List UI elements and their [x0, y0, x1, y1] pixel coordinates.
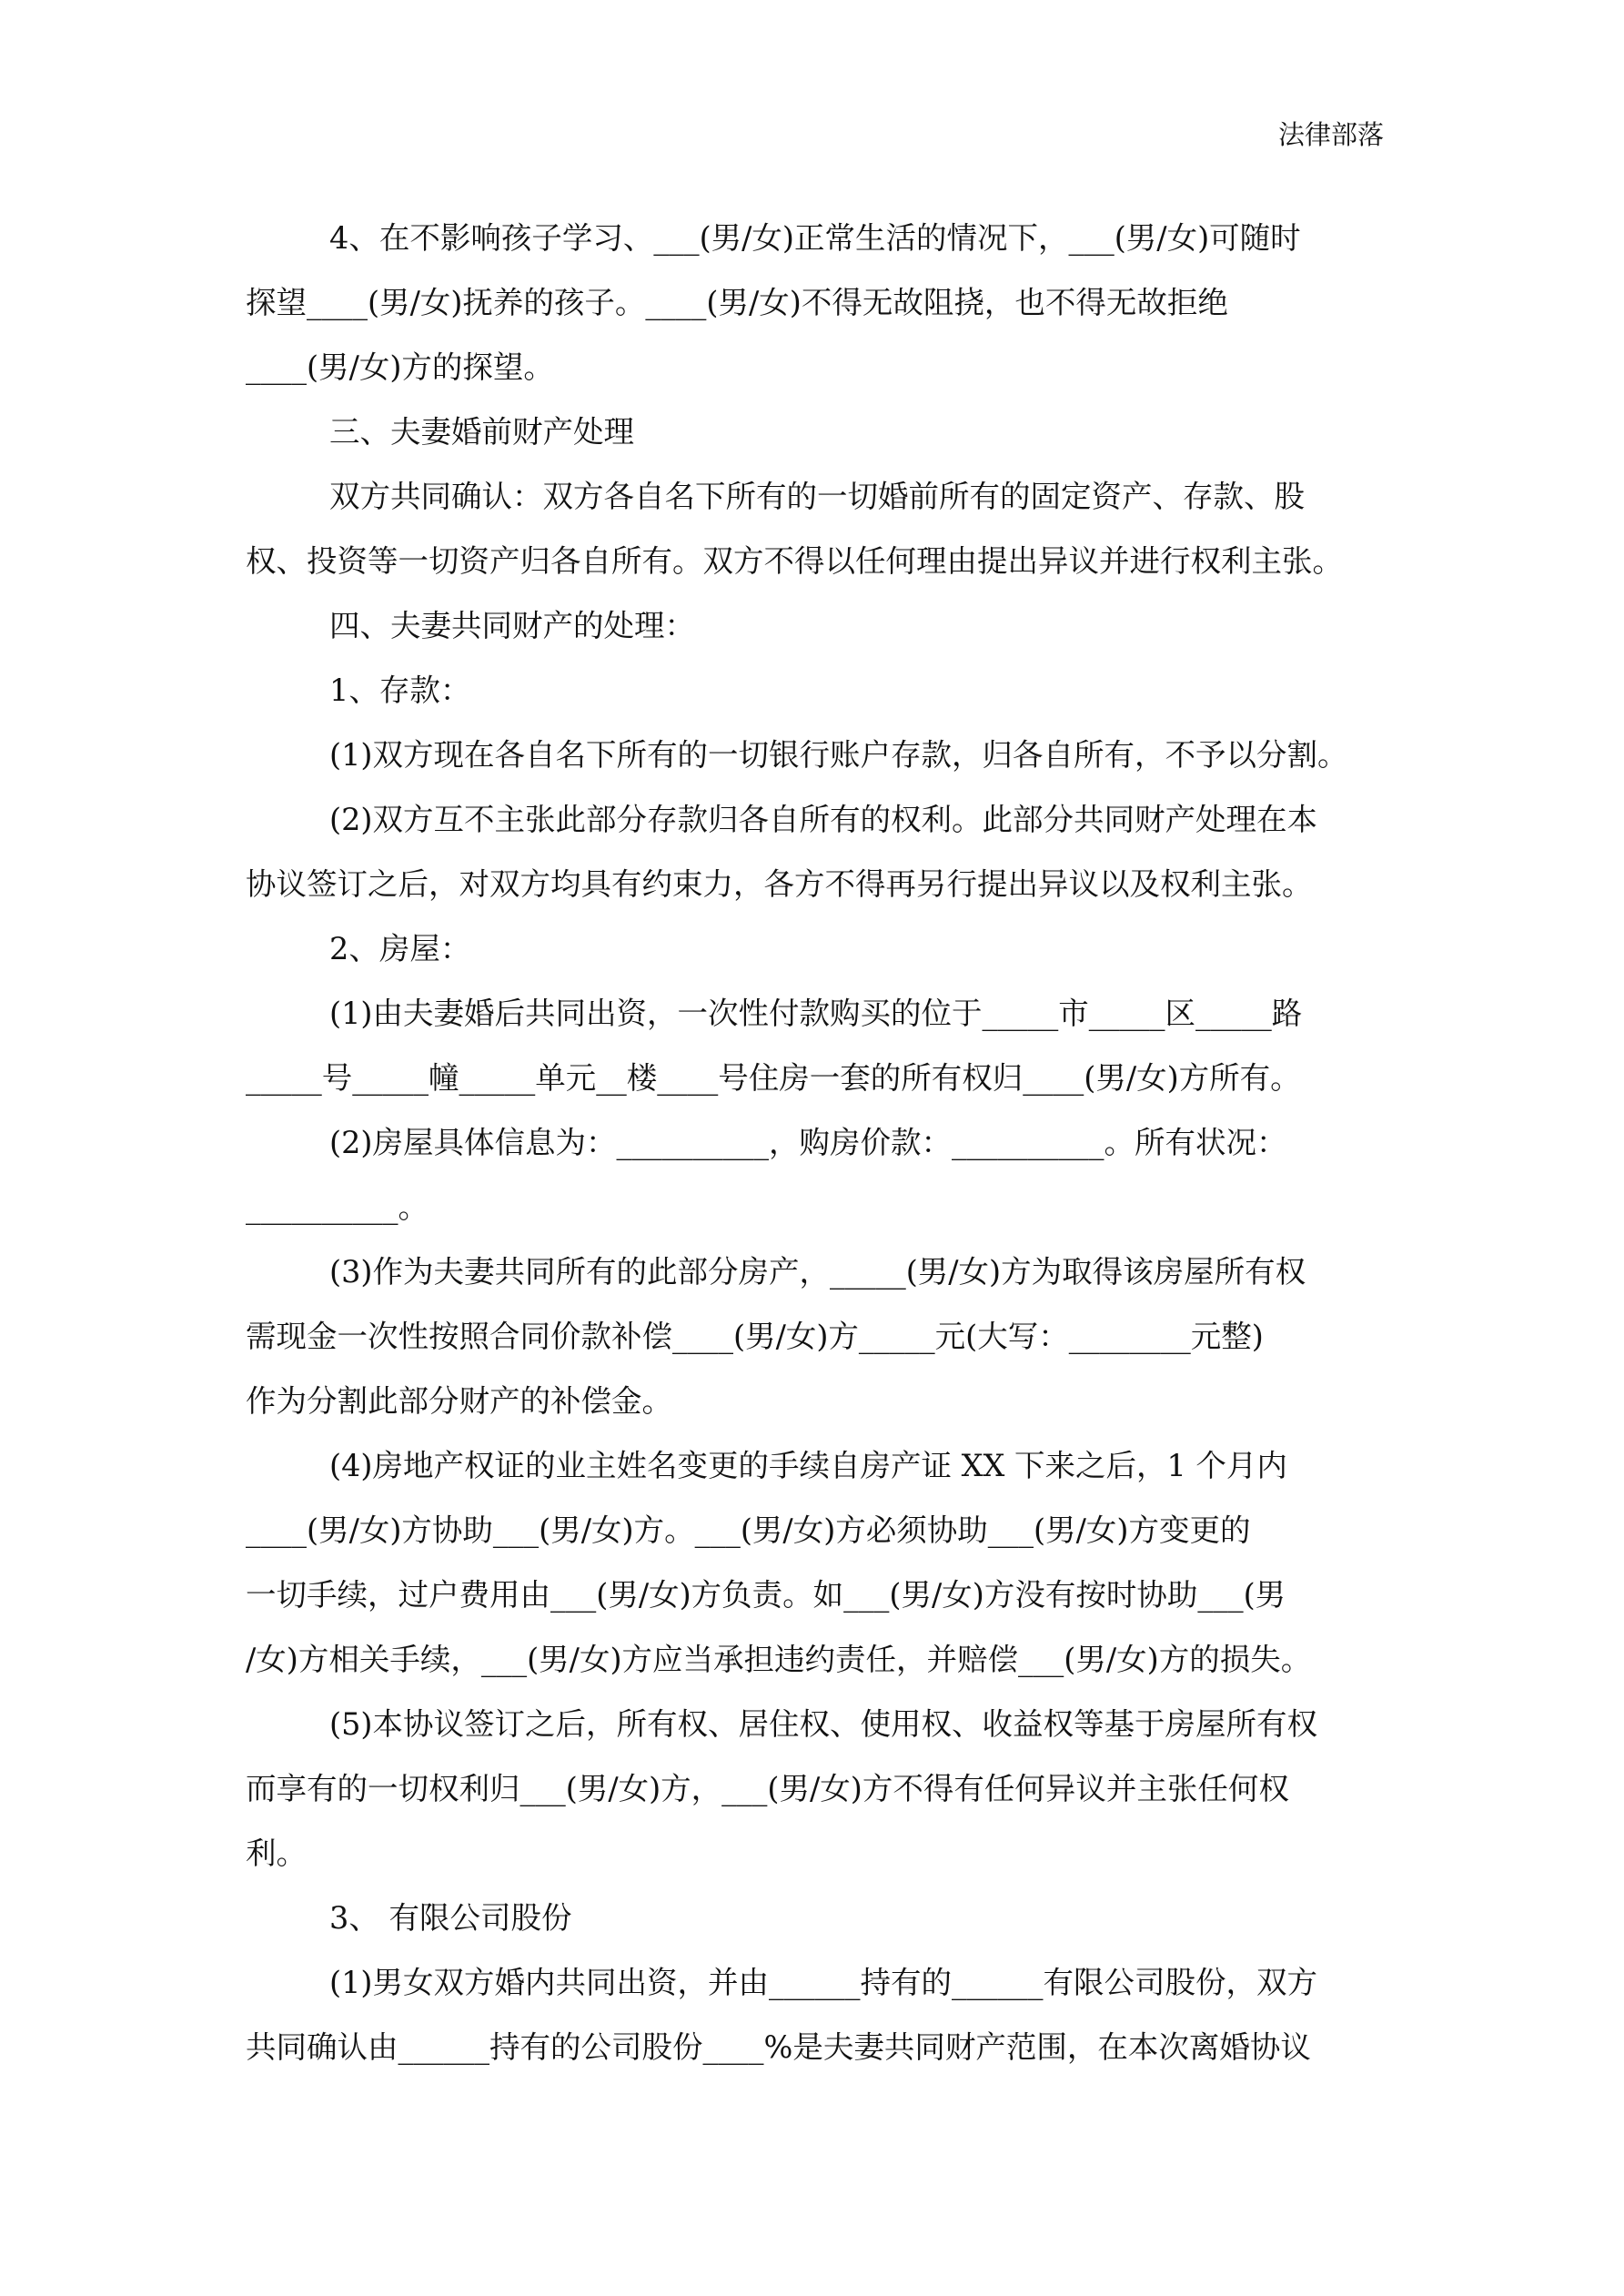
text-line: 利。 [246, 1836, 307, 1871]
text-line: 权、投资等一切资产归各自所有。双方不得以任何理由提出异议并进行权利主张。 [246, 543, 1343, 579]
text-line: 作为分割此部分财产的补偿金。 [246, 1383, 672, 1419]
text-line: (4)房地产权证的业主姓名变更的手续自房产证 XX 下来之后，1 个月内 [329, 1448, 1287, 1483]
text-line: (1)双方现在各自名下所有的一切银行账户存款，归各自所有，不予以分割。 [329, 737, 1348, 773]
text-line: 4、在不影响孩子学习、___(男/女)正常生活的情况下，___(男/女)可随时 [329, 220, 1301, 256]
text-line: (3)作为夫妻共同所有的此部分房产，_____(男/女)方为取得该房屋所有权 [329, 1254, 1306, 1290]
text-line: /女)方相关手续，___(男/女)方应当承担违约责任，并赔偿___(男/女)方的损失。 [246, 1642, 1312, 1677]
text-line: 共同确认由______持有的公司股份____%是夫妻共同财产范围，在本次离婚协议 [246, 2029, 1311, 2065]
text-line: _____号_____幢_____单元__楼____号住房一套的所有权归____(男/女)方所有。 [246, 1060, 1301, 1096]
text-line: (5)本协议签订之后，所有权、居住权、使用权、收益权等基于房屋所有权 [329, 1706, 1317, 1742]
text-line: __________。 [246, 1189, 429, 1225]
document-body [246, 206, 1383, 2079]
text-line: 而享有的一切权利归___(男/女)方，___(男/女)方不得有任何异议并主张任何权 [246, 1771, 1289, 1806]
text-line: 双方共同确认：双方各自名下所有的一切婚前所有的固定资产、存款、股 [329, 479, 1305, 514]
text-line: 四、夫妻共同财产的处理： [329, 608, 695, 643]
text-line: 协议签订之后，对双方均具有约束力，各方不得再另行提出异议以及权利主张。 [246, 866, 1313, 902]
text-line: 2、房屋： [329, 931, 471, 966]
text-line: (1)男女双方婚内共同出资，并由______持有的______有限公司股份，双方 [329, 1965, 1317, 2000]
text-line: 1、存款： [329, 673, 471, 708]
paragraph-block [246, 206, 1383, 2079]
text-line: 3、 有限公司股份 [329, 1900, 572, 1936]
text-line: (2)双方互不主张此部分存款归各自所有的权利。此部分共同财产处理在本 [329, 802, 1317, 837]
text-line: 三、夫妻婚前财产处理 [329, 414, 634, 450]
text-line: ____(男/女)方的探望。 [246, 349, 554, 385]
text-line: (2)房屋具体信息为：__________，购房价款：__________。所有状况： [329, 1125, 1287, 1160]
text-line: (1)由夫妻婚后共同出资，一次性付款购买的位于_____市_____区_____路 [329, 996, 1303, 1031]
text-line: 一切手续，过户费用由___(男/女)方负责。如___(男/女)方没有按时协助___(男 [246, 1577, 1286, 1613]
header-brand: 法律部落 [1277, 119, 1384, 150]
text-line: ____(男/女)方协助___(男/女)方。___(男/女)方必须协助___(男/女)方变更的 [246, 1512, 1251, 1548]
text-line: 探望____(男/女)抚养的孩子。____(男/女)不得无故阻挠，也不得无故拒绝 [246, 285, 1228, 320]
text-line: 需现金一次性按照合同价款补偿____(男/女)方_____元(大写：________元整) [246, 1319, 1264, 1354]
